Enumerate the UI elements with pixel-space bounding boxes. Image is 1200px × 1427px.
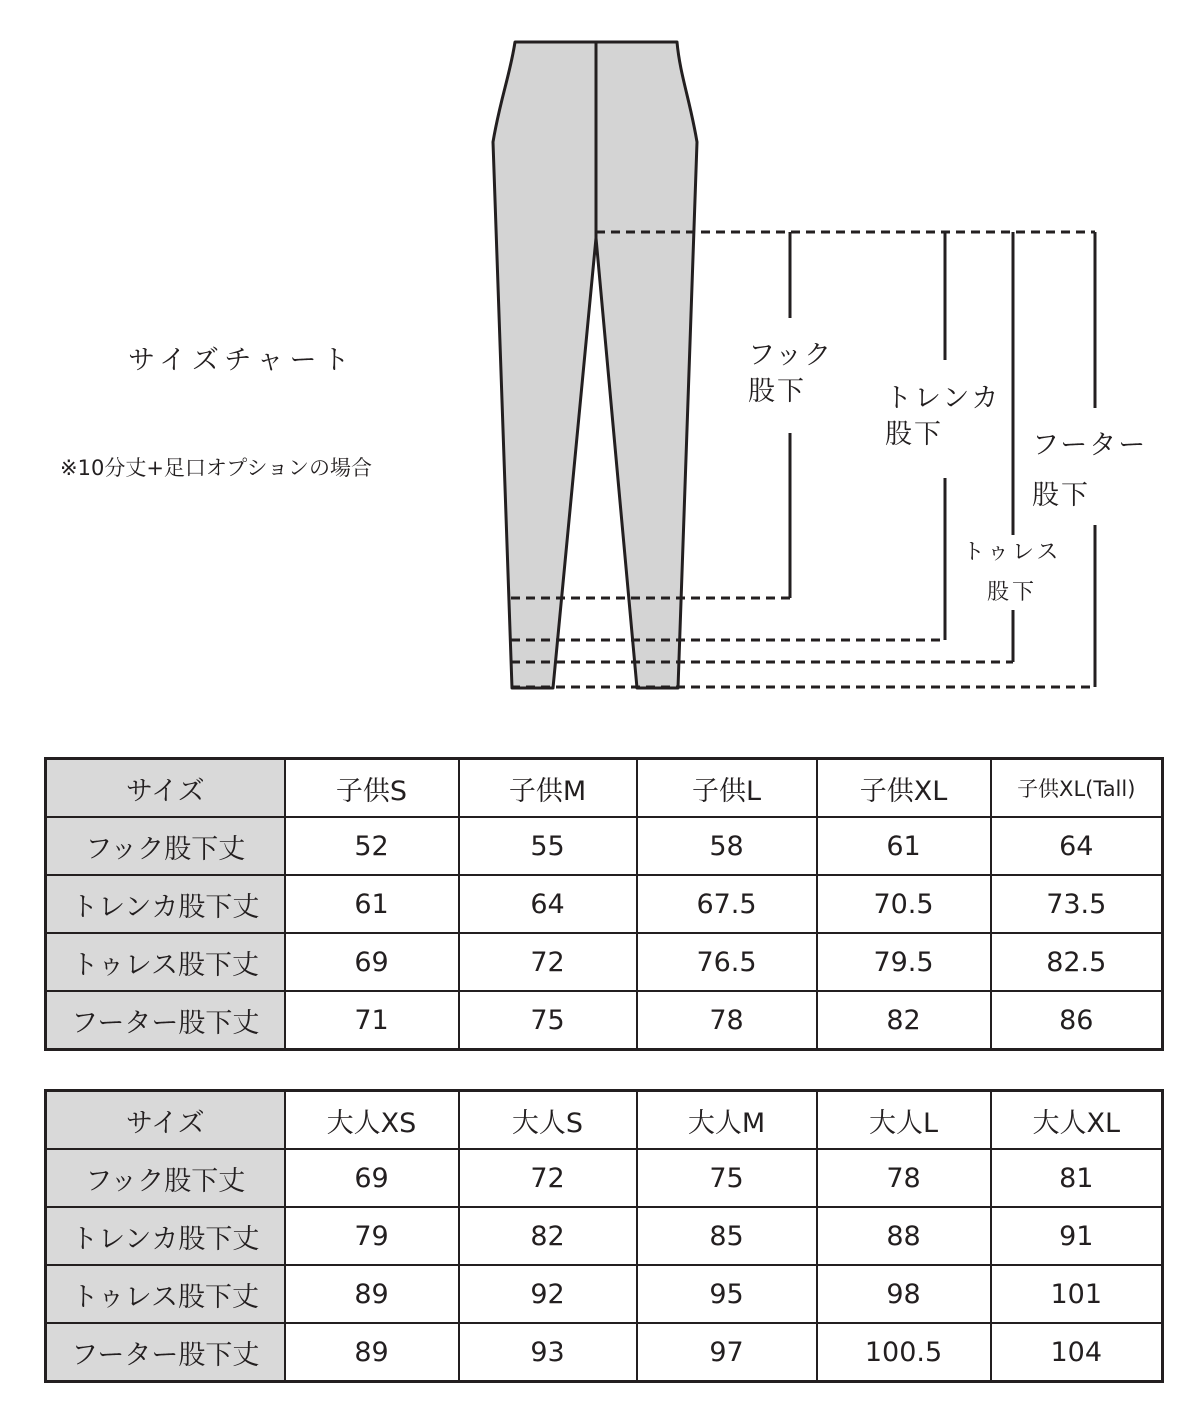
- row-label: フック股下丈: [46, 1149, 285, 1207]
- row-label: トゥレス股下丈: [46, 933, 285, 991]
- table-cell: 82: [459, 1207, 637, 1265]
- table-row: [46, 875, 1163, 933]
- header-cell: 子供XL: [817, 759, 991, 818]
- table-cell: 101: [991, 1265, 1163, 1323]
- footer-label: フーター 股下: [1032, 430, 1148, 511]
- table-cell: 61: [817, 817, 991, 875]
- header-cell: 子供S: [285, 759, 459, 818]
- header-cell: 子供L: [637, 759, 817, 818]
- table-row: [46, 1207, 1163, 1265]
- table-row: [46, 1149, 1163, 1207]
- table-cell: 64: [459, 875, 637, 933]
- row-label: フーター股下丈: [46, 1323, 285, 1382]
- table-cell: 79.5: [817, 933, 991, 991]
- table-cell: 93: [459, 1323, 637, 1382]
- table-cell: 97: [637, 1323, 817, 1382]
- table-cell: 70.5: [817, 875, 991, 933]
- table-cell: 100.5: [817, 1323, 991, 1382]
- table-cell: 81: [991, 1149, 1163, 1207]
- row-label: トレンカ股下丈: [46, 1207, 285, 1265]
- header-cell: 大人M: [637, 1091, 817, 1150]
- table-cell: 75: [459, 991, 637, 1050]
- table-cell: 92: [459, 1265, 637, 1323]
- table-row: [46, 817, 1163, 875]
- size-chart-title: サイズチャート: [128, 345, 356, 376]
- table-cell: 82: [817, 991, 991, 1050]
- table-cell: 55: [459, 817, 637, 875]
- table-row: [46, 991, 1163, 1050]
- row-label: トレンカ股下丈: [46, 875, 285, 933]
- table-cell: 64: [991, 817, 1163, 875]
- kids-size-table: [44, 757, 1164, 1051]
- table-cell: 71: [285, 991, 459, 1050]
- toeless-label: トゥレス 股下: [962, 540, 1062, 605]
- table-cell: 86: [991, 991, 1163, 1050]
- header-cell: 大人XS: [285, 1091, 459, 1150]
- adults-size-table: [44, 1089, 1164, 1383]
- table-cell: 79: [285, 1207, 459, 1265]
- table-header-row: [46, 759, 1163, 818]
- header-cell: 大人XL: [991, 1091, 1163, 1150]
- hook-label: フック 股下: [748, 340, 834, 407]
- table-header-row: [46, 1091, 1163, 1150]
- table-cell: 72: [459, 1149, 637, 1207]
- table-cell: 75: [637, 1149, 817, 1207]
- header-cell: サイズ: [46, 1091, 285, 1150]
- table-row: [46, 1265, 1163, 1323]
- row-label: フーター股下丈: [46, 991, 285, 1050]
- table-cell: 89: [285, 1323, 459, 1382]
- table-cell: 61: [285, 875, 459, 933]
- table-cell: 72: [459, 933, 637, 991]
- table-row: [46, 1323, 1163, 1382]
- table-row: [46, 933, 1163, 991]
- trenca-label: トレンカ 股下: [885, 383, 1001, 450]
- row-label: フック股下丈: [46, 817, 285, 875]
- header-cell: サイズ: [46, 759, 285, 818]
- table-cell: 69: [285, 933, 459, 991]
- table-cell: 88: [817, 1207, 991, 1265]
- table-cell: 98: [817, 1265, 991, 1323]
- table-cell: 52: [285, 817, 459, 875]
- table-cell: 104: [991, 1323, 1163, 1382]
- table-cell: 76.5: [637, 933, 817, 991]
- row-label: トゥレス股下丈: [46, 1265, 285, 1323]
- table-cell: 69: [285, 1149, 459, 1207]
- header-cell: 大人L: [817, 1091, 991, 1150]
- table-cell: 78: [817, 1149, 991, 1207]
- table-cell: 67.5: [637, 875, 817, 933]
- table-cell: 58: [637, 817, 817, 875]
- table-cell: 82.5: [991, 933, 1163, 991]
- table-cell: 91: [991, 1207, 1163, 1265]
- table-cell: 73.5: [991, 875, 1163, 933]
- header-cell: 子供XL(Tall): [991, 759, 1163, 818]
- table-cell: 95: [637, 1265, 817, 1323]
- header-cell: 大人S: [459, 1091, 637, 1150]
- table-cell: 78: [637, 991, 817, 1050]
- table-cell: 89: [285, 1265, 459, 1323]
- table-cell: 85: [637, 1207, 817, 1265]
- option-note: ※10分丈+足口オプションの場合: [60, 456, 373, 480]
- header-cell: 子供M: [459, 759, 637, 818]
